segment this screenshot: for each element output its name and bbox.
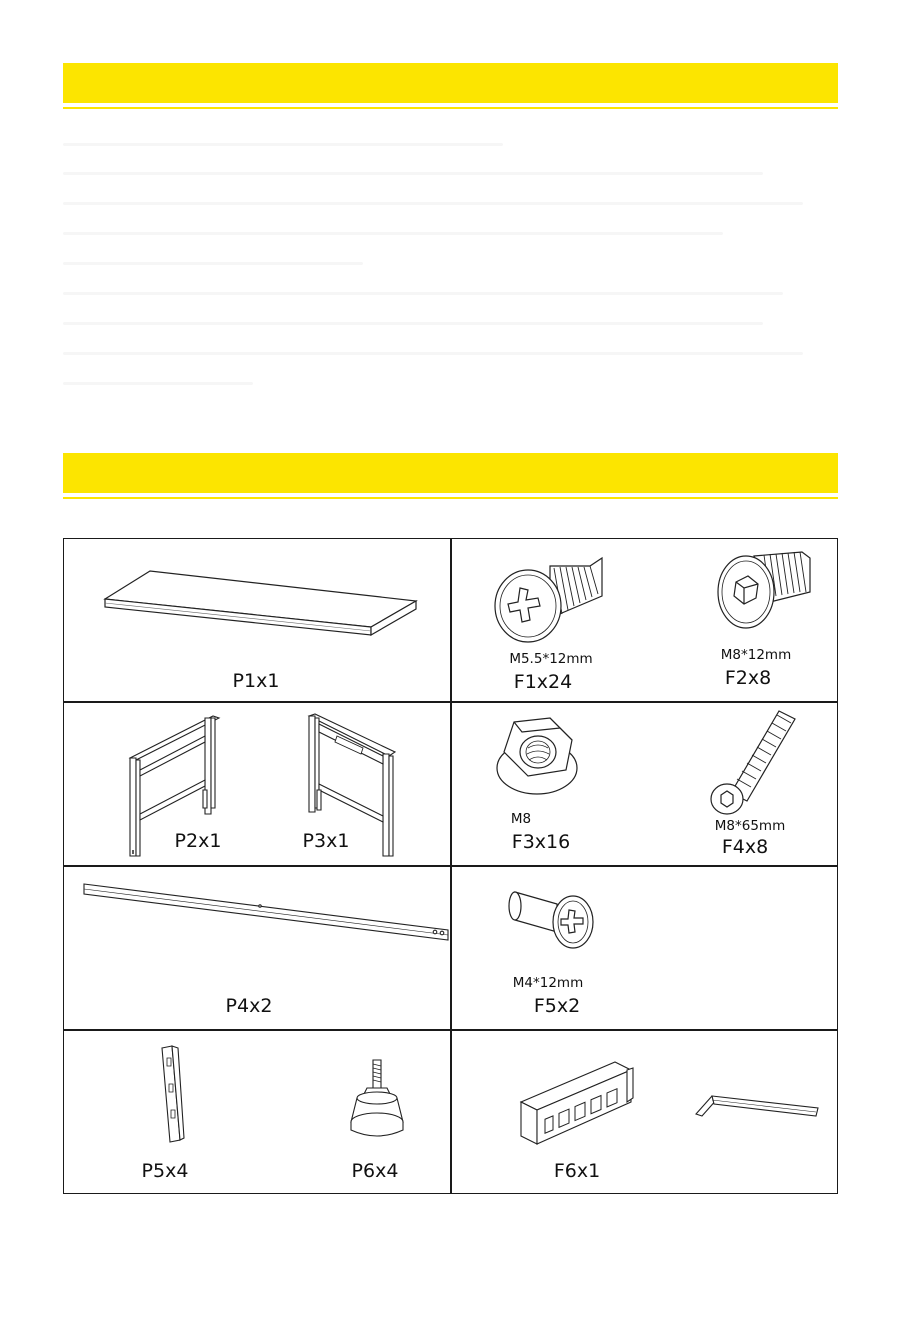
countersunk-screw-icon (505, 882, 600, 952)
phillips-screw-icon (490, 548, 620, 648)
faint-text-line (63, 352, 803, 355)
parts-table-row-divider (63, 865, 838, 867)
section-header-bar (63, 453, 838, 493)
faint-text-line (63, 202, 803, 205)
fitting-label-f5: F5x2 (533, 995, 581, 1017)
faint-text-line (63, 172, 763, 175)
part-label-p5: P5x4 (141, 1160, 189, 1182)
faint-text-line (63, 232, 723, 235)
fitting-label-f4: F4x8 (721, 836, 769, 858)
leveling-foot-icon (345, 1058, 410, 1138)
power-strip-icon (515, 1058, 635, 1148)
hex-socket-bolt-icon (714, 546, 814, 636)
parts-table-row-divider (63, 701, 838, 703)
long-hex-bolt-icon (705, 705, 800, 820)
fitting-size-f1: M5.5*12mm (509, 651, 593, 667)
section-header-underline (63, 497, 838, 499)
flange-nut-icon (492, 712, 582, 802)
faint-text-line (63, 292, 783, 295)
faint-text-line (63, 143, 503, 146)
crossbar-icon (70, 878, 450, 946)
part-label-p4: P4x2 (225, 995, 273, 1017)
tabletop-icon (100, 565, 420, 640)
section-header-bar (63, 63, 838, 103)
fitting-label-f6: F6x1 (553, 1160, 601, 1182)
fitting-size-f4: M8*65mm (714, 818, 786, 834)
part-label-p1: P1x1 (232, 670, 280, 692)
fitting-label-f1: F1x24 (513, 671, 573, 693)
faint-text-line (63, 382, 253, 385)
faint-text-line (63, 262, 363, 265)
fitting-size-f2: M8*12mm (720, 647, 792, 663)
section-header-underline (63, 107, 838, 109)
fitting-label-f2: F2x8 (724, 667, 772, 689)
fitting-label-f3: F3x16 (511, 831, 571, 853)
parts-table-row-divider (63, 1029, 838, 1031)
part-label-p3: P3x1 (302, 830, 350, 852)
fitting-size-f3: M8 (510, 811, 532, 827)
faint-text-line (63, 322, 763, 325)
fitting-size-f5: M4*12mm (512, 975, 584, 991)
part-label-p6: P6x4 (351, 1160, 399, 1182)
upright-post-icon (158, 1044, 188, 1144)
part-label-p2: P2x1 (174, 830, 222, 852)
allen-key-icon (692, 1088, 822, 1128)
